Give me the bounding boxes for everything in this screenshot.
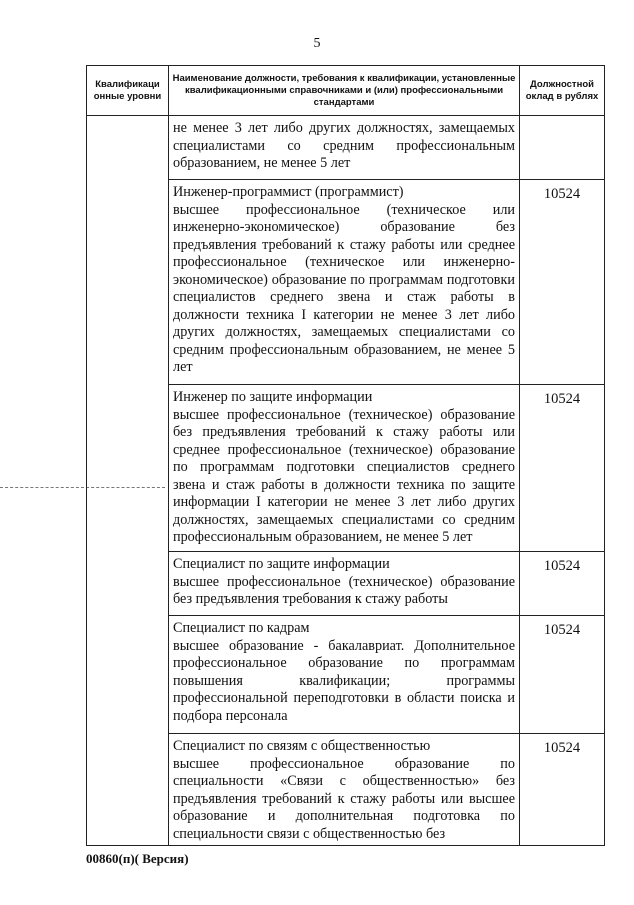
table-header-row xyxy=(87,66,605,116)
header-salary: Должностной оклад в рублях xyxy=(520,66,605,116)
table-row xyxy=(87,116,605,180)
description-cell xyxy=(169,616,520,734)
description-cell xyxy=(169,552,520,616)
header-description: Наименование должности, требования к квалификации, установленные квалификационными справочниками и (или) профессиональными стандартами xyxy=(169,66,520,116)
document-footer: 00860(п)( Версия) xyxy=(86,851,189,866)
row-title: Специалист по защите информации xyxy=(173,556,390,572)
salary-cell: 10524 xyxy=(520,616,605,734)
description-cell xyxy=(169,116,520,180)
salary-cell xyxy=(520,116,605,180)
row-body: высшее профессиональное (техническое) образование без предъявления требования к стажу работы xyxy=(173,573,515,607)
row-title: Специалист по кадрам xyxy=(173,620,310,636)
salary-cell: 10524 xyxy=(520,552,605,616)
row-title: Специалист по связям с общественностью xyxy=(173,738,431,754)
page-number: 5 xyxy=(313,36,321,51)
salary-cell: 10524 xyxy=(520,734,605,846)
row-body: высшее профессиональное (техническое) образование без предъявления требований к стажу работы или среднее профессиональное (техническое) образование по программам подготовки специалистов среднего звена и стаж работы в должности техника по защите информации I категории не менее 3 лет либо других должностях, замещаемых специалистами со средним профессиональным образованием, не менее 5 лет xyxy=(173,406,515,545)
row-body: высшее профессиональное (техническое или инженерно-экономическое) образование без предъявления требований к стажу работы или среднее профессиональное (техническое или инженерно-экономическое) образование по программам подготовки специалистов среднего звена и стаж работы в должности техника I категории не менее 3 лет либо других должностях, замещаемых специалистами со средним профессиональным образованием, не менее 5 лет xyxy=(173,201,515,375)
salary-cell: 10524 xyxy=(520,385,605,552)
description-cell xyxy=(169,385,520,552)
row-body: высшее профессиональное образование по специальности «Связи с общественностью» без предъявления требований к стажу работы или высшее образование и дополнительная подготовка по специальности связи с общественностью без xyxy=(173,755,515,842)
row-body: высшее образование - бакалавриат. Дополнительное профессиональное образование по программам повышения квалификации; программы профессиональной переподготовки в области поиска и подбора персонала xyxy=(173,637,515,724)
description-cell xyxy=(169,734,520,846)
description-cell xyxy=(169,180,520,385)
row-body: не менее 3 лет либо других должностях, замещаемых специалистами со средним профессиональным образованием, не менее 5 лет xyxy=(173,120,515,171)
level-cell xyxy=(87,116,169,846)
qualification-table xyxy=(86,65,605,846)
header-level: Квалификаци онные уровни xyxy=(87,66,169,116)
salary-cell: 10524 xyxy=(520,180,605,385)
row-title: Инженер-программист (программист) xyxy=(173,184,404,200)
row-title: Инженер по защите информации xyxy=(173,389,373,405)
